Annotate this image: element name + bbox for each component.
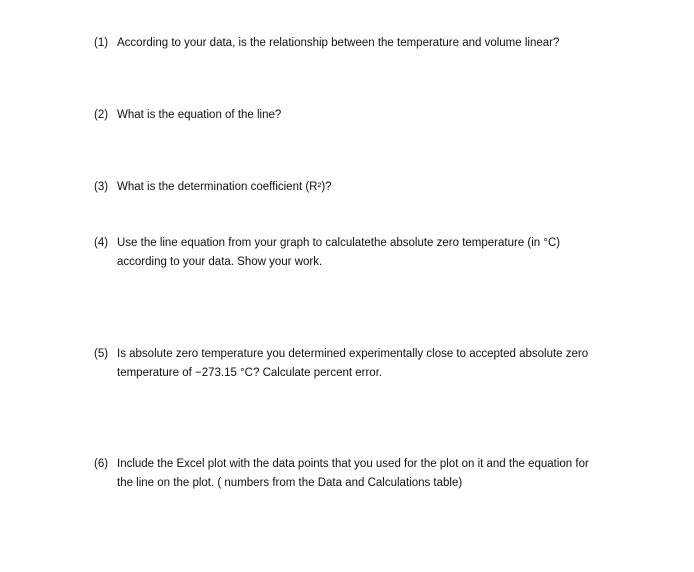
question-line: the line on the plot. ( numbers from the Data and Calculations table) — [117, 477, 463, 489]
question-number: (5) — [94, 348, 109, 360]
question-text — [117, 178, 674, 197]
question-1 — [94, 34, 674, 53]
question-text — [117, 234, 674, 272]
question-line: Is absolute zero temperature you determined experimentally close to accepted absolute zero — [117, 348, 589, 360]
question-4 — [94, 234, 674, 272]
question-number: (1) — [94, 37, 109, 49]
question-6 — [94, 455, 674, 493]
question-number: (4) — [94, 237, 109, 249]
question-text — [117, 455, 674, 493]
question-line: Use the line equation from your graph to calculatethe absolute zero temperature (in °C) — [117, 237, 561, 249]
question-number: (3) — [94, 181, 109, 193]
question-5 — [94, 345, 674, 383]
question-2 — [94, 106, 674, 125]
question-number: (6) — [94, 458, 109, 470]
question-line: What is the determination coefficient (R²)? — [117, 181, 332, 193]
question-line: What is the equation of the line? — [117, 109, 282, 121]
question-text — [117, 345, 674, 383]
question-number: (2) — [94, 109, 109, 121]
question-line: according to your data. Show your work. — [117, 256, 323, 268]
question-line: temperature of −273.15 °C? Calculate percent error. — [117, 367, 383, 379]
question-text — [117, 34, 674, 53]
question-text — [117, 106, 674, 125]
question-line: Include the Excel plot with the data points that you used for the plot on it and the equation for — [117, 458, 589, 470]
question-line: According to your data, is the relationship between the temperature and volume linear? — [117, 37, 560, 49]
question-3 — [94, 178, 674, 197]
